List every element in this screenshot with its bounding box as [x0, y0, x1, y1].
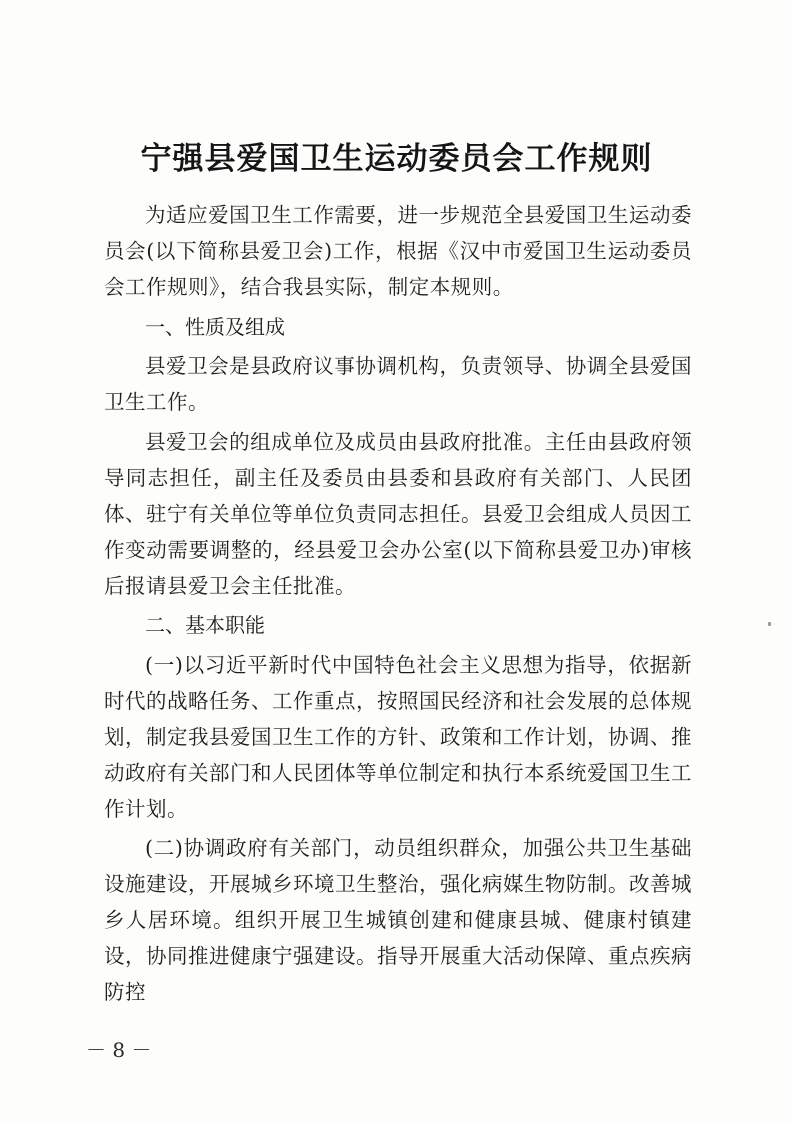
section-heading-functions: 二、基本职能: [145, 613, 265, 637]
section1-paragraph-1: 县爱卫会是县政府议事协调机构，负责领导、协调全县爱国卫生工作。: [104, 354, 692, 414]
section1-paragraph-2: 县爱卫会的组成单位及成员由县政府批准。主任由县政府领导同志担任，副主任及委员由县委和县政府有关部门、人民团体、驻宁有关单位等单位负责同志担任。县爱卫会组成人员因工作变动需要调整的，经县爱卫会办公室(以下简称县爱卫办)审核后报请县爱卫会主任批准。: [104, 429, 692, 598]
scan-speck: [768, 622, 771, 626]
intro-paragraph: 为适应爱国卫生工作需要，进一步规范全县爱国卫生运动委员会(以下简称县爱卫会)工作，根据《汉中市爱国卫生运动委员会工作规则》，结合我县实际，制定本规则。: [104, 203, 692, 299]
page-number: － 8 －: [86, 1038, 152, 1062]
document-body: [104, 197, 692, 1014]
section-heading-nature: 一、性质及组成: [145, 314, 285, 339]
section2-paragraph-2: (二)协调政府有关部门，动员组织群众，加强公共卫生基础设施建设，开展城乡环境卫生整治，强化病媒生物防制。改善城乡人居环境。组织开展卫生城镇创建和健康县城、健康村镇建设，协同推进健康宁强建设。指导开展重大活动保障、重点疾病防控: [104, 836, 692, 1004]
section2-paragraph-1: (一)以习近平新时代中国特色社会主义思想为指导，依据新时代的战略任务、工作重点，按照国民经济和社会发展的总体规划，制定我县爱国卫生工作的方针、政策和工作计划，协调、推动政府有关部门和人民团体等单位制定和执行本系统爱国卫生工作计划。: [104, 652, 692, 821]
document-title: 宁强县爱国卫生运动委员会工作规则: [140, 141, 653, 177]
